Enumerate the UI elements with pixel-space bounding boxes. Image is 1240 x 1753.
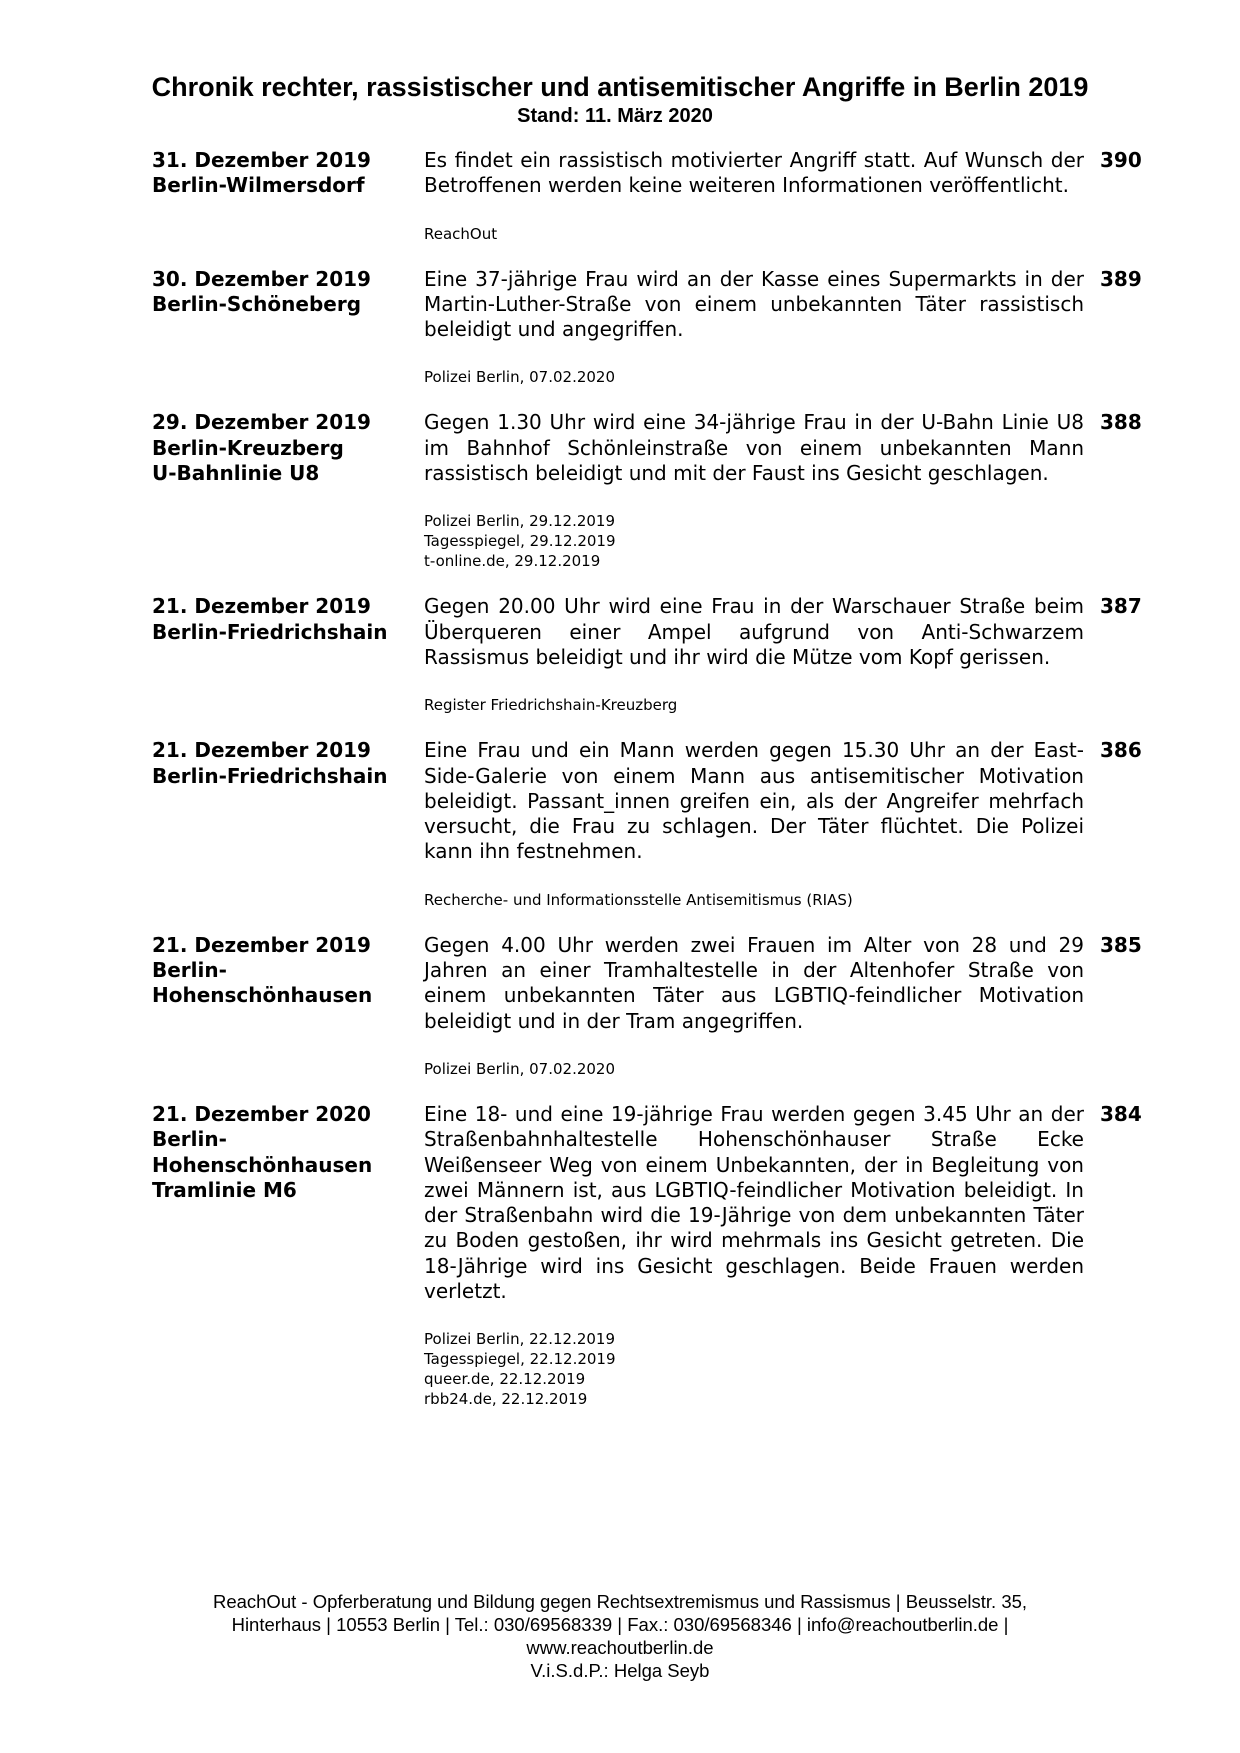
footer-line: www.reachoutberlin.de — [526, 1637, 714, 1658]
entry-row — [152, 267, 1142, 388]
entry-number: 385 — [1100, 932, 1142, 957]
entry-description: Gegen 4.00 Uhr werden zwei Frauen im Alter von 28 und 29 Jahren an einer Tramhaltestelle in der Altenhofer Straße von einem unbekannten Täter aus LGBTIQ-feindlicher Motivation beleidigt und in der Tram angegriffen. — [424, 932, 1084, 1033]
entry-number: 384 — [1100, 1101, 1142, 1126]
entry-description: Eine 18- und eine 19-jährige Frau werden gegen 3.45 Uhr an der Straßenbahnhaltestelle Hohenschönhauser Straße Ecke Weißenseer Weg von einem Unbekannten, der in Begleitung von zwei Männern ist, aus LGBTIQ-feindlicher Motivation beleidigt. In der Straßenbahn wird die 19-Jährige von dem unbekannten Täter zu Boden gestoßen, ihr wird mehrmals ins Gesicht getreten. Die 18-Jährige wird ins Gesicht geschlagen. Beide Frauen werden verletzt. — [424, 1101, 1084, 1304]
entry-sources — [424, 1059, 1084, 1079]
entry-source: Polizei Berlin, 07.02.2020 — [424, 368, 616, 387]
entry-description: Gegen 20.00 Uhr wird eine Frau in der Warschauer Straße beim Überqueren einer Ampel aufgrund von Anti-Schwarzem Rassismus beleidigt und ihr wird die Mütze vom Kopf gerissen. — [424, 594, 1084, 669]
entry-description: Gegen 1.30 Uhr wird eine 34-jährige Frau in der U-Bahn Linie U8 im Bahnhof Schönleinstraße von einem unbekannten Mann rassistisch beleidigt und mit der Faust ins Gesicht geschlagen. — [424, 410, 1084, 486]
entry-date: 30. Dezember 2019 — [152, 266, 371, 291]
entry-row — [152, 738, 1142, 909]
footer-line: Hinterhaus | 10553 Berlin | Tel.: 030/69568339 | Fax.: 030/69568346 | info@reachoutberlin.de | — [231, 1614, 1009, 1635]
entry-body — [424, 148, 1084, 244]
entry-date: 21. Dezember 2019 — [152, 738, 371, 763]
entry-number: 387 — [1100, 594, 1142, 619]
entry-date: 21. Dezember 2019 — [152, 932, 371, 957]
entry-date: 31. Dezember 2019 — [152, 148, 371, 172]
entry-date-location — [152, 1102, 424, 1409]
entry-body — [424, 267, 1084, 388]
entry-source: t-online.de, 29.12.2019 — [424, 552, 601, 571]
entry-description: Es findet ein rassistisch motivierter Angriff statt. Auf Wunsch der Betroffenen werden keine weiteren Informationen veröffentlicht. — [424, 148, 1084, 198]
entry-date-location — [152, 933, 424, 1079]
entry-date-location — [152, 148, 424, 244]
entry-sources — [424, 890, 1084, 910]
footer-line: V.i.S.d.P.: Helga Seyb — [530, 1660, 710, 1681]
entry-source: Polizei Berlin, 22.12.2019 — [424, 1330, 616, 1349]
entry-location: Berlin-Schöneberg — [152, 291, 362, 316]
entry-location: Berlin- — [152, 958, 227, 983]
entry-sources — [424, 695, 1084, 715]
entry-number: 389 — [1100, 266, 1142, 291]
entry-sources — [424, 367, 1084, 387]
entry-source: Polizei Berlin, 29.12.2019 — [424, 512, 616, 531]
entry-date-location — [152, 594, 424, 715]
entry-source: Polizei Berlin, 07.02.2020 — [424, 1059, 616, 1078]
entry-sources — [424, 1329, 1084, 1409]
entry-location: Tramlinie M6 — [152, 1177, 297, 1202]
entry-date-location — [152, 410, 424, 571]
entry-location: Berlin-Friedrichshain — [152, 763, 388, 788]
page-title: Chronik rechter, rassistischer und antisemitischer Angriffe in Berlin 2019 — [151, 72, 1089, 102]
entry-number: 386 — [1100, 738, 1142, 763]
page-footer — [0, 1590, 1240, 1682]
entry-location: Berlin- — [152, 1127, 227, 1152]
entry-date-location — [152, 738, 424, 909]
entry-body — [424, 738, 1084, 909]
entry-description: Eine 37-jährige Frau wird an der Kasse eines Supermarkts in der Martin-Luther-Straße von einem unbekannten Täter rassistisch beleidigt und angegriffen. — [424, 266, 1084, 342]
entry-location: Hohenschönhausen — [152, 983, 373, 1008]
entry-row — [152, 410, 1142, 571]
entry-location: Berlin-Kreuzberg — [152, 435, 344, 460]
page-subtitle: Stand: 11. März 2020 — [517, 105, 713, 127]
entry-number: 388 — [1100, 410, 1142, 435]
entry-body — [424, 1102, 1084, 1409]
page-header — [0, 70, 1240, 128]
entry-source: Tagesspiegel, 22.12.2019 — [424, 1350, 616, 1369]
entry-body — [424, 410, 1084, 571]
entry-body — [424, 594, 1084, 715]
entry-sources — [424, 224, 1084, 244]
entry-location: U-Bahnlinie U8 — [152, 461, 320, 486]
entry-location: Berlin-Wilmersdorf — [152, 173, 365, 198]
entry-source: ReachOut — [424, 224, 498, 243]
entry-location: Berlin-Friedrichshain — [152, 619, 388, 644]
entry-description: Eine Frau und ein Mann werden gegen 15.30 Uhr an der East-Side-Galerie von einem Mann aus antisemitischer Motivation beleidigt. Passant_innen greifen ein, als der Angreifer mehrfach versucht, die Frau zu schlagen. Der Täter flüchtet. Die Polizei kann ihn festnehmen. — [424, 738, 1084, 864]
entry-source: queer.de, 22.12.2019 — [424, 1370, 586, 1389]
footer-line: ReachOut - Opferberatung und Bildung gegen Rechtsextremismus und Rassismus | Beusselstr. 35, — [212, 1591, 1028, 1612]
entry-date-location — [152, 267, 424, 388]
entry-source: rbb24.de, 22.12.2019 — [424, 1390, 588, 1409]
entry-number: 390 — [1100, 148, 1142, 172]
entry-source: Tagesspiegel, 29.12.2019 — [424, 532, 616, 551]
entry-sources — [424, 511, 1084, 571]
entry-body — [424, 933, 1084, 1079]
entry-row — [152, 594, 1142, 715]
entry-source: Recherche- und Informationsstelle Antisemitismus (RIAS) — [424, 890, 853, 909]
entry-row — [152, 1102, 1142, 1409]
entry-row — [152, 933, 1142, 1079]
entry-row — [152, 148, 1142, 244]
entry-source: Register Friedrichshain-Kreuzberg — [424, 696, 678, 715]
entry-date: 21. Dezember 2019 — [152, 594, 371, 619]
entry-location: Hohenschönhausen — [152, 1152, 373, 1177]
entry-date: 29. Dezember 2019 — [152, 410, 371, 435]
entry-date: 21. Dezember 2020 — [152, 1101, 371, 1126]
chronicle-entries — [152, 148, 1142, 1432]
